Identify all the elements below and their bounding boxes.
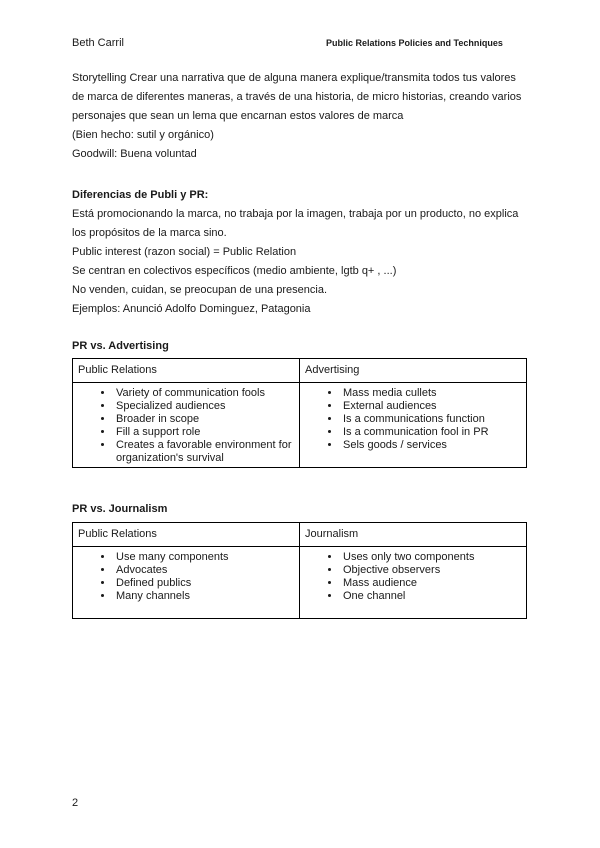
table-cell <box>300 547 527 619</box>
intro-line: Goodwill: Buena voluntad <box>72 148 197 160</box>
list-item: • Use many components <box>114 551 294 564</box>
table-header-row <box>73 523 527 547</box>
list-item: • Broader in scope <box>114 413 294 426</box>
list-item: • Fill a support role <box>114 426 294 439</box>
list-item: • External audiences <box>341 400 521 413</box>
column-header: Public Relations <box>73 523 300 547</box>
list-item: • Uses only two components <box>341 551 521 564</box>
page-number: 2 <box>72 797 79 809</box>
pr-vs-advertising-table <box>72 358 527 468</box>
intro-paragraph <box>72 69 532 164</box>
list-item: • Is a communication fool in PR <box>341 426 521 439</box>
header-author: Beth Carril <box>72 37 124 49</box>
intro-line: de marca de diferentes maneras, a través de una historia, de micro historias, creando varios <box>72 91 522 103</box>
list-item: • Variety of communication fools <box>114 387 294 400</box>
list-item: • Objective observers <box>341 564 521 577</box>
list-item: • Specialized audiences <box>114 400 294 413</box>
differences-line: Se centran en colectivos específicos (medio ambiente, lgtb q+ , ...) <box>72 265 397 277</box>
list-item: • Advocates <box>114 564 294 577</box>
table-header-row <box>73 359 527 383</box>
column-header: Public Relations <box>73 359 300 383</box>
table-row <box>73 383 527 468</box>
list-item: • Creates a favorable environment for organization's survival <box>114 439 294 465</box>
list-item: • Sels goods / services <box>341 439 521 452</box>
pr-vs-journalism-title: PR vs. Journalism <box>72 503 168 515</box>
column-header: Journalism <box>300 523 527 547</box>
list-item: • Mass audience <box>341 577 521 590</box>
table-cell <box>300 383 527 468</box>
table-cell <box>73 383 300 468</box>
list-item: • Mass media cullets <box>341 387 521 400</box>
bullet-list <box>305 387 521 452</box>
differences-section <box>72 186 532 319</box>
differences-line: Está promocionando la marca, no trabaja por la imagen, trabaja por un producto, no explica <box>72 208 519 220</box>
differences-line: Public interest (razon social) = Public Relation <box>72 246 297 258</box>
header-doc-title: Public Relations Policies and Techniques <box>326 38 503 48</box>
bullet-list <box>78 551 294 603</box>
column-header: Advertising <box>300 359 527 383</box>
list-item: • One channel <box>341 590 521 603</box>
list-item: • Defined publics <box>114 577 294 590</box>
differences-line: No venden, cuidan, se preocupan de una presencia. <box>72 284 328 296</box>
intro-line: (Bien hecho: sutil y orgánico) <box>72 129 214 141</box>
differences-line: los propósitos de la marca sino. <box>72 227 227 239</box>
pr-vs-journalism-table <box>72 522 527 619</box>
list-item: • Is a communications function <box>341 413 521 426</box>
bullet-list <box>305 551 521 603</box>
differences-heading: Diferencias de Publi y PR: <box>72 189 209 201</box>
table-row <box>73 547 527 619</box>
intro-line: Storytelling Crear una narrativa que de alguna manera explique/transmita todos tus valores <box>72 72 516 84</box>
differences-line: Ejemplos: Anunció Adolfo Dominguez, Patagonia <box>72 303 311 315</box>
list-item: • Many channels <box>114 590 294 603</box>
intro-line: personajes que sean un lema que encarnan estos valores de marca <box>72 110 404 122</box>
pr-vs-advertising-title: PR vs. Advertising <box>72 340 169 352</box>
bullet-list <box>78 387 294 465</box>
table-cell <box>73 547 300 619</box>
